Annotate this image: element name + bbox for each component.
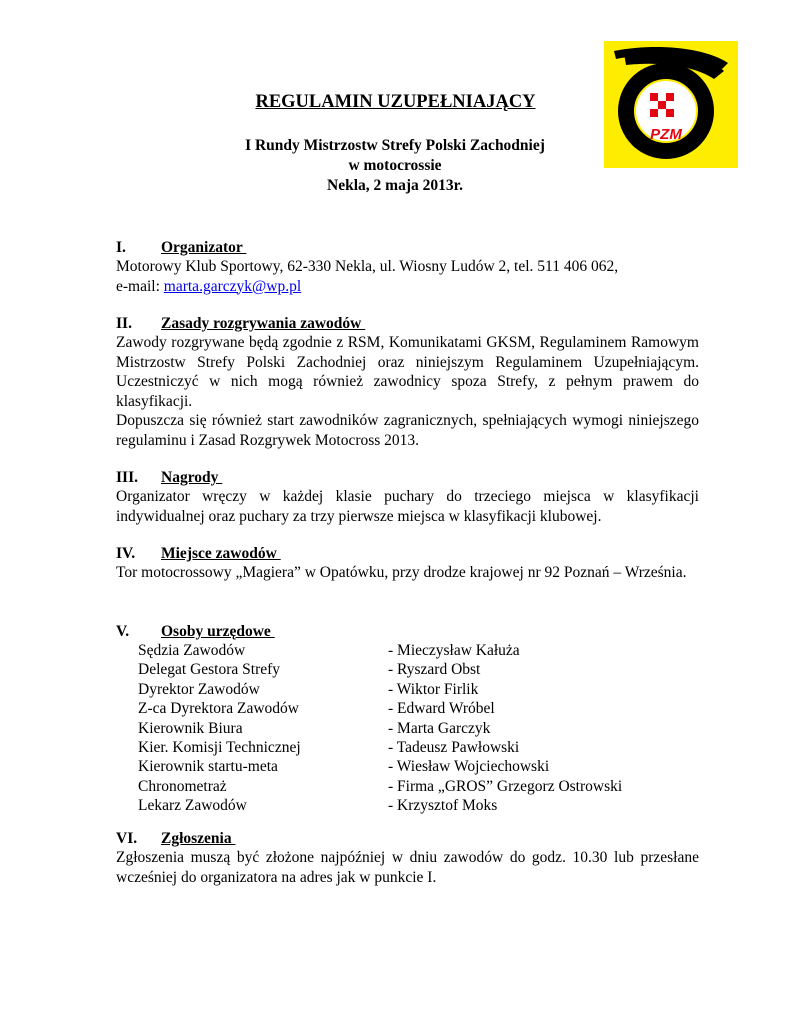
official-role: Z-ca Dyrektora Zawodów	[138, 700, 299, 718]
page-title: REGULAMIN UZUPEŁNIAJĄCY	[255, 92, 536, 112]
section-paragraph: Zgłoszenia muszą być złożone najpóźniej w dniu zawodów do godz. 10.30 lub przesłane wcześniej do organizatora na adres jak w punkcie I.	[116, 849, 699, 886]
section-title: Osoby urzędowe	[161, 623, 275, 640]
subtitle-line: Nekla, 2 maja 2013r.	[327, 177, 463, 194]
official-person: - Edward Wróbel	[388, 700, 495, 718]
official-role: Chronometraż	[138, 777, 227, 795]
section-paragraph: Tor motocrossowy „Magiera” w Opatówku, przy drodze krajowej nr 92 Poznań – Września.	[116, 564, 687, 581]
list-item	[138, 757, 622, 776]
section-paragraph: Organizator wręczy w każdej klasie puchary do trzeciego miejsca w klasyfikacji indywidualnej oraz puchary za trzy pierwsze miejsca w klasyfikacji klubowej.	[116, 488, 699, 525]
section-officials	[116, 622, 699, 641]
list-item	[138, 660, 622, 679]
section-title: Zasady rozgrywania zawodów	[161, 315, 366, 332]
section-paragraph: Dopuszcza się również start zawodników zagranicznych, spełniających wymogi niniejszego regulaminu i Zasad Rozgrywek Motocross 2013.	[116, 412, 699, 449]
list-item	[138, 738, 622, 757]
official-role: Kierownik Biura	[138, 719, 243, 737]
section-heading	[116, 468, 699, 487]
section-title: Zgłoszenia	[161, 830, 236, 847]
officials-list	[138, 641, 622, 816]
official-role: Kier. Komisji Technicznej	[138, 738, 301, 756]
organizer-address: Motorowy Klub Sportowy, 62-330 Nekla, ul. Wiosny Ludów 2, tel. 511 406 062,	[116, 258, 619, 275]
official-person: - Krzysztof Moks	[388, 797, 498, 815]
section-heading	[116, 829, 699, 848]
section-heading	[116, 544, 699, 563]
section-venue	[116, 544, 699, 583]
section-heading	[116, 238, 699, 257]
section-entries	[116, 829, 699, 887]
official-role: Delegat Gestora Strefy	[138, 661, 281, 679]
official-person: - Tadeusz Pawłowski	[388, 738, 520, 756]
section-number: VI.	[116, 830, 138, 847]
official-role: Lekarz Zawodów	[138, 797, 247, 815]
section-heading	[116, 314, 699, 333]
official-person: - Wiesław Wojciechowski	[388, 758, 550, 776]
list-item	[138, 796, 622, 815]
section-number: V.	[116, 623, 130, 640]
section-number: I.	[116, 239, 126, 256]
logo-text: PZM	[650, 126, 682, 143]
list-item	[138, 719, 622, 738]
section-prizes	[116, 468, 699, 526]
subtitle	[150, 136, 640, 196]
official-role: Dyrektor Zawodów	[138, 680, 260, 698]
list-item	[138, 777, 622, 796]
section-title: Nagrody	[161, 469, 223, 486]
official-role: Kierownik startu-meta	[138, 758, 278, 776]
section-title: Miejsce zawodów	[161, 545, 281, 562]
section-organizer	[116, 238, 699, 296]
official-role: Sędzia Zawodów	[138, 642, 246, 659]
email-link[interactable]: marta.garczyk@wp.pl	[163, 277, 302, 295]
official-person: - Mieczysław Kałuża	[388, 642, 520, 659]
section-rules	[116, 314, 699, 450]
official-person: - Ryszard Obst	[388, 661, 481, 679]
subtitle-line: w motocrossie	[348, 157, 442, 174]
section-paragraph: Zawody rozgrywane będą zgodnie z RSM, Komunikatami GKSM, Regulaminem Ramowym Mistrzostw Strefy Polski Zachodniej oraz niniejszym Regulaminem Uzupełniającym. Uczestniczyć w nich mogą również zawodnicy spoza Strefy, z pełnym prawem do klasyfikacji.	[116, 334, 699, 410]
list-item	[138, 641, 622, 660]
official-person: - Marta Garczyk	[388, 719, 491, 737]
section-title: Organizator	[161, 239, 247, 256]
official-person: - Firma „GROS” Grzegorz Ostrowski	[388, 777, 623, 795]
official-person: - Wiktor Firlik	[388, 680, 479, 698]
section-number: IV.	[116, 545, 136, 562]
list-item	[138, 699, 622, 718]
list-item	[138, 680, 622, 699]
section-number: III.	[116, 469, 138, 486]
section-heading	[116, 622, 699, 641]
subtitle-line: I Rundy Mistrzostw Strefy Polski Zachodniej	[245, 137, 545, 154]
section-number: II.	[116, 315, 132, 332]
email-label: e-mail:	[116, 277, 164, 295]
